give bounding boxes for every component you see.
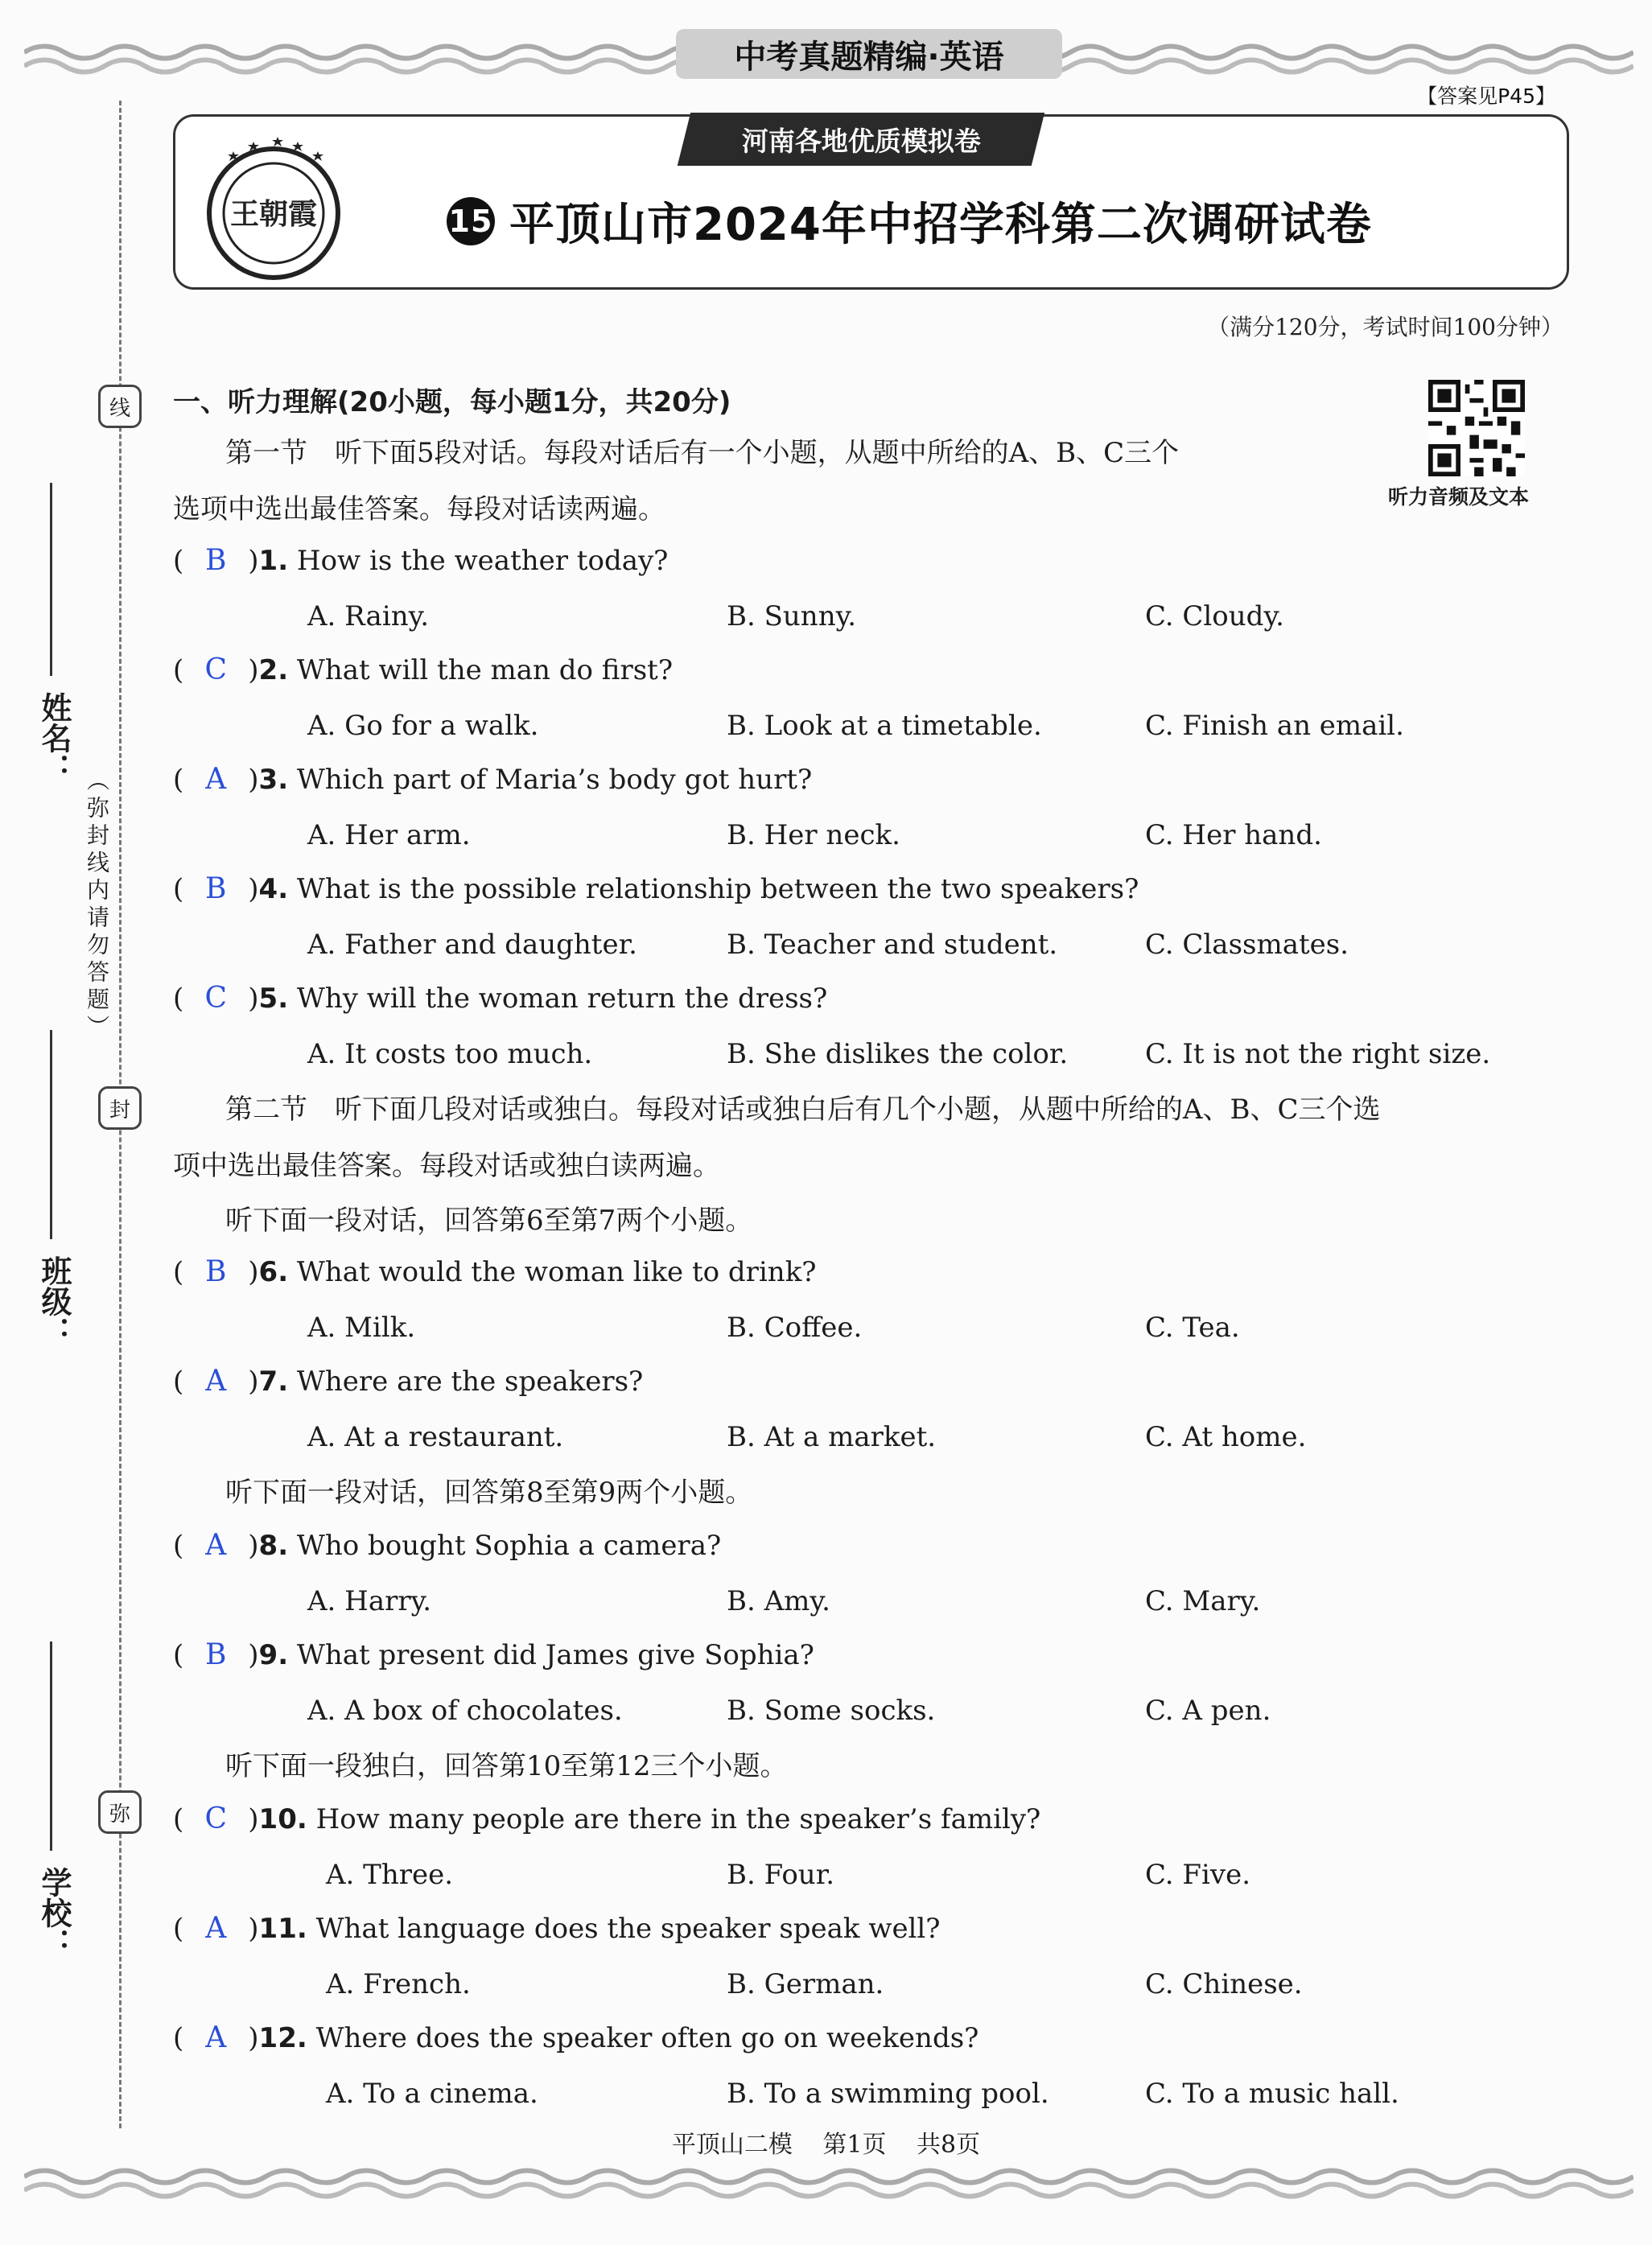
option-a[interactable]: A. Rainy.	[307, 600, 430, 632]
option-a[interactable]: A. At a restaurant.	[307, 1421, 564, 1453]
option-a[interactable]: A. Father and daughter.	[307, 929, 637, 961]
option-c[interactable]: C. Cloudy.	[1145, 600, 1284, 632]
answer-mark[interactable]: B	[205, 544, 227, 577]
option-a[interactable]: A. A box of chocolates.	[307, 1695, 623, 1727]
book-banner: 中考真题精编·英语	[676, 29, 1062, 79]
option-b[interactable]: B. Some socks.	[727, 1695, 936, 1727]
class-field[interactable]	[50, 1030, 52, 1239]
footer-exam: 平顶山二模	[671, 2131, 793, 2159]
lead-8-9	[173, 1464, 1541, 1521]
option-b[interactable]: B. Four.	[727, 1859, 835, 1891]
footer-page: 第1页	[822, 2131, 887, 2159]
question-number: 2.	[258, 654, 289, 686]
option-b[interactable]: B. At a market.	[727, 1421, 937, 1453]
question-number: 11.	[258, 1913, 307, 1945]
part1-intro	[173, 425, 1541, 538]
option-a[interactable]: A. It costs too much.	[307, 1038, 593, 1070]
footer-total: 共8页	[917, 2131, 981, 2159]
option-b[interactable]: B. Amy.	[727, 1585, 830, 1617]
option-c[interactable]: C. It is not the right size.	[1145, 1038, 1491, 1070]
school-label: 学校：	[36, 1867, 72, 1959]
question-number: 3.	[258, 764, 289, 796]
question-4: ( B )4. What is the possible relationship between the two speakers?	[173, 872, 1139, 905]
question-number: 8.	[258, 1530, 289, 1562]
seal-notice: （弥封线内请勿答题）	[84, 768, 110, 1042]
question-number: 12.	[258, 2022, 307, 2054]
option-b[interactable]: B. Teacher and student.	[727, 929, 1058, 961]
option-a[interactable]: A. Harry.	[307, 1585, 432, 1617]
option-c[interactable]: C. Five.	[1145, 1859, 1251, 1891]
answer-mark[interactable]: C	[204, 982, 228, 1015]
option-c[interactable]: C. Mary.	[1145, 1585, 1261, 1617]
question-text: What is the possible relationship between the two speakers?	[296, 873, 1139, 905]
question-text: Where are the speakers?	[296, 1366, 644, 1398]
option-c[interactable]: C. Tea.	[1145, 1312, 1240, 1344]
publisher-logo	[193, 129, 354, 282]
score-note: （满分120分，考试时间100分钟）	[1207, 314, 1563, 340]
question-text: Who bought Sophia a camera?	[296, 1530, 722, 1562]
exam-title-text: 平顶山市2024年中招学科第二次调研试卷	[509, 199, 1372, 251]
part2-intro-line2: 项中选出最佳答案。每段对话或独白读两遍。	[173, 1150, 720, 1182]
option-b[interactable]: B. She dislikes the color.	[727, 1038, 1069, 1070]
option-a[interactable]: A. Go for a walk.	[307, 710, 539, 742]
lead-6-7	[173, 1193, 1541, 1249]
logo-text: 王朝霞	[229, 197, 318, 231]
question-8: ( A )8. Who bought Sophia a camera?	[173, 1529, 722, 1562]
question-6: ( B )6. What would the woman like to drink?	[173, 1255, 817, 1288]
section-heading: 一、听力理解(20小题，每小题1分，共20分)	[173, 386, 731, 418]
question-10: ( C )10. How many people are there in the speaker’s family?	[173, 1802, 1041, 1835]
option-c[interactable]: C. A pen.	[1145, 1695, 1271, 1727]
question-text: How is the weather today?	[296, 545, 669, 577]
seal-tag-bottom: 弥	[98, 1790, 142, 1834]
part1-intro-line1: 第一节 听下面5段对话。每段对话后有一个小题，从题中所给的A、B、C三个	[225, 437, 1180, 469]
lead-text: 听下面一段对话，回答第6至第7两个小题。	[225, 1205, 753, 1237]
question-text: What will the man do first?	[296, 654, 674, 686]
question-number: 10.	[258, 1803, 307, 1835]
name-label: 姓名：	[36, 692, 72, 784]
option-c[interactable]: C. At home.	[1145, 1421, 1307, 1453]
option-a[interactable]: A. Three.	[326, 1859, 454, 1891]
lead-text: 听下面一段独白，回答第10至第12三个小题。	[225, 1750, 788, 1782]
question-11: ( A )11. What language does the speaker speak well?	[173, 1912, 941, 1945]
option-b[interactable]: B. German.	[727, 1968, 884, 2000]
option-b[interactable]: B. To a swimming pool.	[727, 2078, 1049, 2110]
part1-intro-line2: 选项中选出最佳答案。每段对话读两遍。	[173, 493, 665, 525]
answer-mark[interactable]: A	[205, 2021, 227, 2054]
subtitle-tab	[678, 113, 1044, 166]
question-1: ( B )1. How is the weather today?	[173, 544, 669, 577]
option-b[interactable]: B. Look at a timetable.	[727, 710, 1042, 742]
option-a[interactable]: A. Her arm.	[307, 819, 471, 851]
question-2: ( C )2. What will the man do first?	[173, 653, 674, 686]
answer-mark[interactable]: B	[205, 1638, 227, 1671]
question-text: What present did James give Sophia?	[296, 1639, 814, 1671]
question-number: 5.	[258, 982, 289, 1015]
question-number: 7.	[258, 1366, 289, 1398]
answer-mark[interactable]: B	[205, 872, 227, 905]
exam-number-badge: 15	[447, 197, 495, 245]
question-number: 1.	[258, 545, 289, 577]
part2-intro	[173, 1081, 1541, 1194]
question-text: What would the woman like to drink?	[296, 1256, 817, 1288]
question-7: ( A )7. Where are the speakers?	[173, 1365, 644, 1398]
answer-reference: 【答案见P45】	[1417, 84, 1555, 108]
question-number: 6.	[258, 1256, 289, 1288]
school-field[interactable]	[50, 1642, 52, 1851]
option-a[interactable]: A. French.	[326, 1968, 471, 2000]
lead-10-12	[173, 1738, 1541, 1794]
option-c[interactable]: C. To a music hall.	[1145, 2078, 1399, 2110]
seal-tag-seal: 封	[98, 1086, 142, 1130]
question-text: How many people are there in the speaker’s family?	[315, 1803, 1041, 1835]
answer-mark[interactable]: B	[205, 1255, 227, 1288]
option-b[interactable]: B. Sunny.	[727, 600, 857, 632]
option-b[interactable]: B. Her neck.	[727, 819, 900, 851]
question-text: Why will the woman return the dress?	[296, 982, 828, 1015]
class-label: 班级：	[36, 1255, 72, 1347]
option-c[interactable]: C. Her hand.	[1145, 819, 1322, 851]
option-c[interactable]: C. Chinese.	[1145, 1968, 1303, 2000]
answer-mark[interactable]: A	[205, 1529, 227, 1562]
answer-mark[interactable]: C	[204, 1802, 228, 1835]
question-text: Where does the speaker often go on weekends?	[315, 2022, 979, 2054]
option-a[interactable]: A. To a cinema.	[326, 2078, 538, 2110]
page-footer	[0, 2124, 1652, 2160]
subtitle-text: 河南各地优质模拟卷	[741, 125, 981, 157]
answer-mark[interactable]: C	[204, 653, 228, 686]
answer-mark[interactable]: A	[205, 1912, 227, 1945]
lead-text: 听下面一段对话，回答第8至第9两个小题。	[225, 1477, 753, 1509]
answer-mark[interactable]: A	[205, 1365, 227, 1398]
question-text: Which part of Maria’s body got hurt?	[296, 764, 813, 796]
option-c[interactable]: C. Classmates.	[1145, 929, 1349, 961]
exam-title	[447, 189, 1372, 253]
qr-label: 听力音频及文本	[1388, 485, 1530, 509]
question-3: ( A )3. Which part of Maria’s body got hurt?	[173, 763, 813, 796]
question-5: ( C )5. Why will the woman return the dress?	[173, 982, 828, 1015]
bottom-wave-border	[24, 2165, 1633, 2205]
seal-tag-line: 线	[98, 385, 142, 428]
question-9: ( B )9. What present did James give Sophia?	[173, 1638, 814, 1671]
part2-intro-line1: 第二节 听下面几段对话或独白。每段对话或独白后有几个小题，从题中所给的A、B、C三个选	[225, 1094, 1381, 1126]
answer-mark[interactable]: A	[205, 763, 227, 796]
question-text: What language does the speaker speak well?	[315, 1913, 941, 1945]
option-a[interactable]: A. Milk.	[307, 1312, 416, 1344]
option-b[interactable]: B. Coffee.	[727, 1312, 863, 1344]
option-c[interactable]: C. Finish an email.	[1145, 710, 1404, 742]
name-field[interactable]	[50, 483, 52, 676]
question-number: 4.	[258, 873, 289, 905]
question-12: ( A )12. Where does the speaker often go on weekends?	[173, 2021, 979, 2054]
question-number: 9.	[258, 1639, 289, 1671]
